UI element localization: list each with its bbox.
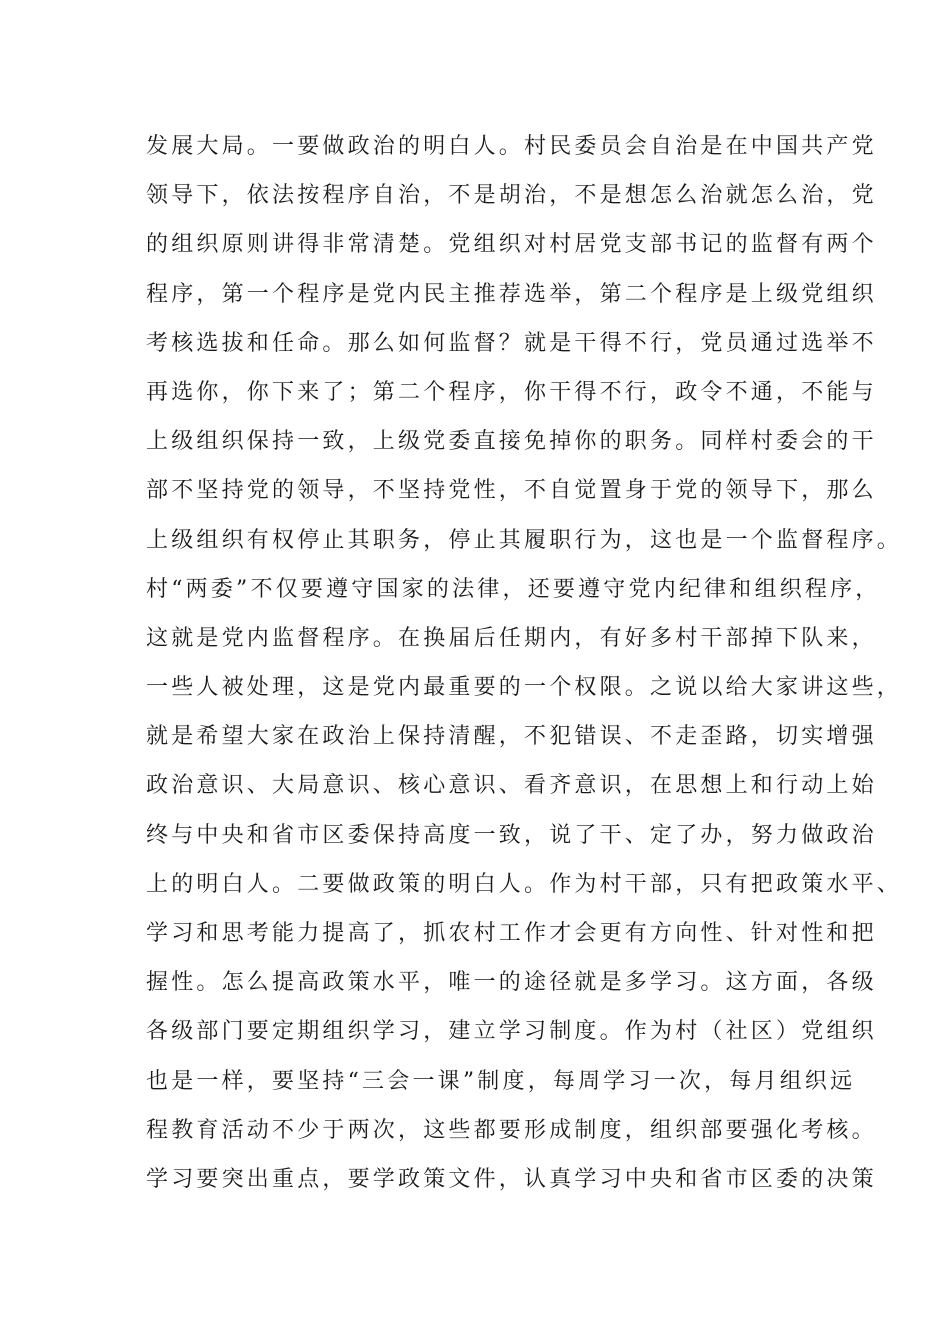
text-line: 各级部门要定期组织学习，建立学习制度。作为村（社区）党组织 (146, 1019, 877, 1045)
text-line: 就是希望大家在政治上保持清醒，不犯错误、不走歪路，切实增强 (146, 724, 877, 750)
text-line: 终与中央和省市区委保持高度一致，说了干、定了办，努力做政治 (146, 822, 877, 848)
text-line: 考核选拔和任命。那么如何监督？就是干得不行，党员通过选举不 (146, 330, 877, 356)
text-line: 这就是党内监督程序。在换届后任期内，有好多村干部掉下队来， (146, 625, 877, 651)
text-line: 上的明白人。二要做政策的明白人。作为村干部，只有把政策水平、 (146, 871, 903, 897)
text-line: 学习和思考能力提高了，抓农村工作才会更有方向性、针对性和把 (146, 921, 877, 946)
text-line: 也是一样，要坚持“三会一课”制度，每周学习一次，每月组织远 (146, 1068, 856, 1094)
text-line: 学习要突出重点，要学政策文件，认真学习中央和省市区委的决策 (146, 1166, 877, 1192)
body-text (146, 128, 903, 1210)
text-line: 政治意识、大局意识、核心意识、看齐意识，在思想上和行动上始 (146, 773, 877, 799)
text-line: 一些人被处理，这是党内最重要的一个权限。之说以给大家讲这些， (146, 675, 903, 701)
text-line: 部不坚持党的领导，不坚持党性，不自觉置身于党的领导下，那么 (146, 478, 877, 504)
text-line: 握性。怎么提高政策水平，唯一的途径就是多学习。这方面，各级 (146, 970, 877, 996)
text-line: 村“两委”不仅要遵守国家的法律，还要遵守党内纪律和组织程序， (146, 576, 881, 602)
text-line: 上级组织保持一致，上级党委直接免掉你的职务。同样村委会的干 (146, 429, 877, 455)
text-line: 上级组织有权停止其职务，停止其履职行为，这也是一个监督程序。 (146, 527, 903, 553)
text-line: 发展大局。一要做政治的明白人。村民委员会自治是在中国共产党 (146, 134, 877, 159)
text-line: 再选你，你下来了；第二个程序，你干得不行，政令不通，不能与 (146, 379, 877, 405)
text-line: 程序，第一个程序是党内民主推荐选举，第二个程序是上级党组织 (146, 281, 877, 307)
text-line: 的组织原则讲得非常清楚。党组织对村居党支部书记的监督有两个 (146, 232, 877, 258)
text-line: 程教育活动不少于两次，这些都要形成制度，组织部要强化考核。 (146, 1117, 877, 1143)
text-line: 领导下，依法按程序自治，不是胡治，不是想怎么治就怎么治，党 (146, 183, 877, 209)
